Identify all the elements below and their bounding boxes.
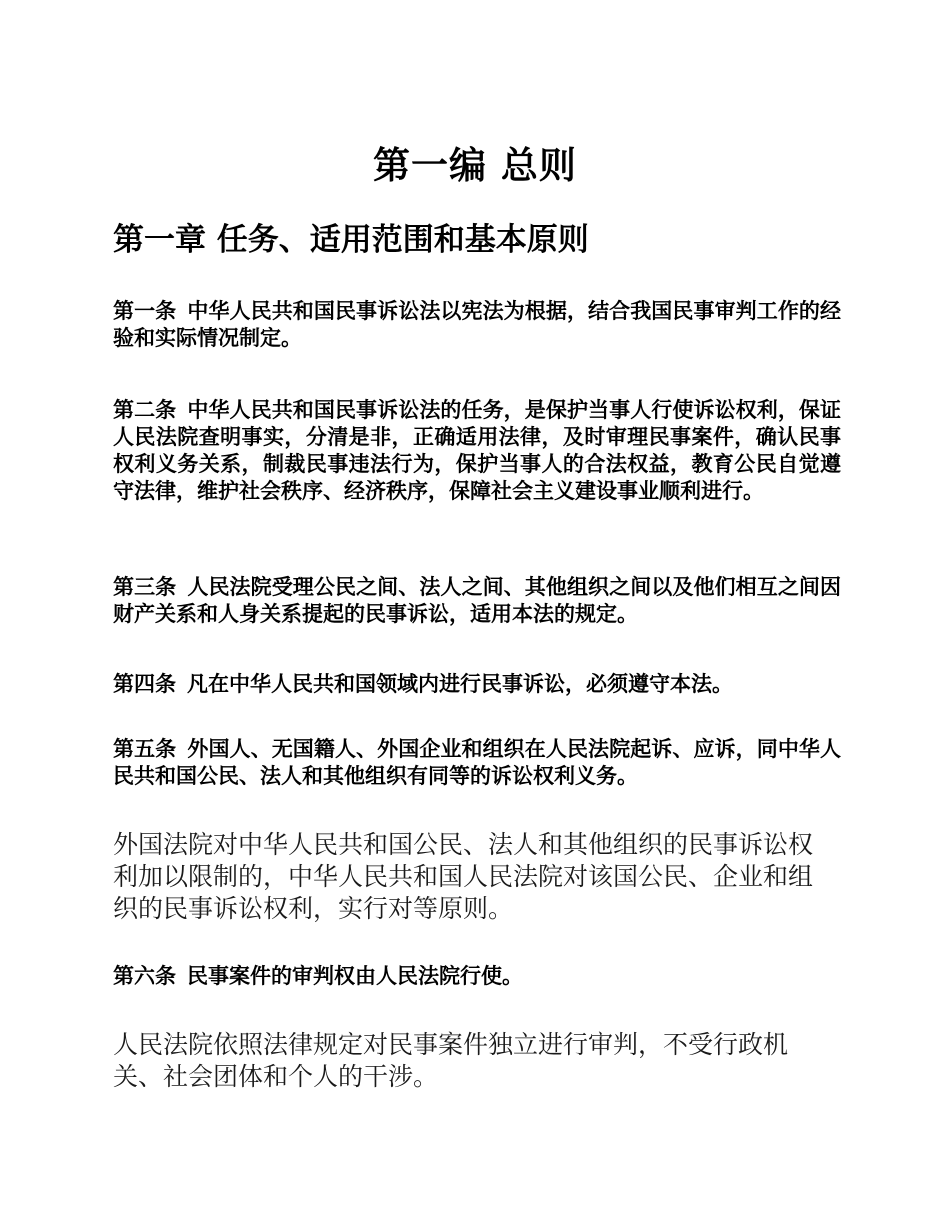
article-text: 人民法院受理公民之间、法人之间、其他组织之间以及他们相互之间因财产关系和人身关系提起的民事诉讼，适用本法的规定。 <box>113 574 841 626</box>
article-6 <box>113 962 841 989</box>
article-text: 中华人民共和国民事诉讼法的任务，是保护当事人行使诉讼权利，保证人民法院查明事实，分清是非，正确适用法律，及时审理民事案件，确认民事权利义务关系，制裁民事违法行为，保护当事人的合法权益，教育公民自觉遵守法律，维护社会秩序、经济秩序，保障社会主义建设事业顺利进行。 <box>113 397 841 503</box>
article-number: 第五条 <box>113 736 177 761</box>
article-text: 凡在中华人民共和国领域内进行民事诉讼，必须遵守本法。 <box>187 671 733 696</box>
article-number: 第六条 <box>113 963 176 988</box>
article-number: 第二条 <box>113 397 177 422</box>
article-1 <box>113 297 841 351</box>
article-2 <box>113 396 841 504</box>
article-4 <box>113 670 841 697</box>
article-text: 外国人、无国籍人、外国企业和组织在人民法院起诉、应诉，同中华人民共和国公民、法人和其他组织有同等的诉讼权利义务。 <box>113 736 841 788</box>
article-number: 第一条 <box>113 298 177 323</box>
article-5-paragraph: 外国法院对中华人民共和国公民、法人和其他组织的民事诉讼权利加以限制的，中华人民共和国人民法院对该国公民、企业和组织的民事诉讼权利，实行对等原则。 <box>113 830 814 923</box>
article-text: 中华人民共和国民事诉讼法以宪法为根据，结合我国民事审判工作的经验和实际情况制定。 <box>113 298 841 350</box>
article-5 <box>113 735 841 789</box>
article-6-paragraph: 人民法院依照法律规定对民事案件独立进行审判，不受行政机关、社会团体和个人的干涉。 <box>113 1030 789 1091</box>
part-title: 第一编 总则 <box>373 143 577 187</box>
article-3 <box>113 573 841 627</box>
chapter-title: 第一章 任务、适用范围和基本原则 <box>113 222 589 258</box>
article-text: 民事案件的审判权由人民法院行使。 <box>187 963 523 988</box>
article-number: 第四条 <box>113 671 176 696</box>
article-number: 第三条 <box>113 574 177 599</box>
